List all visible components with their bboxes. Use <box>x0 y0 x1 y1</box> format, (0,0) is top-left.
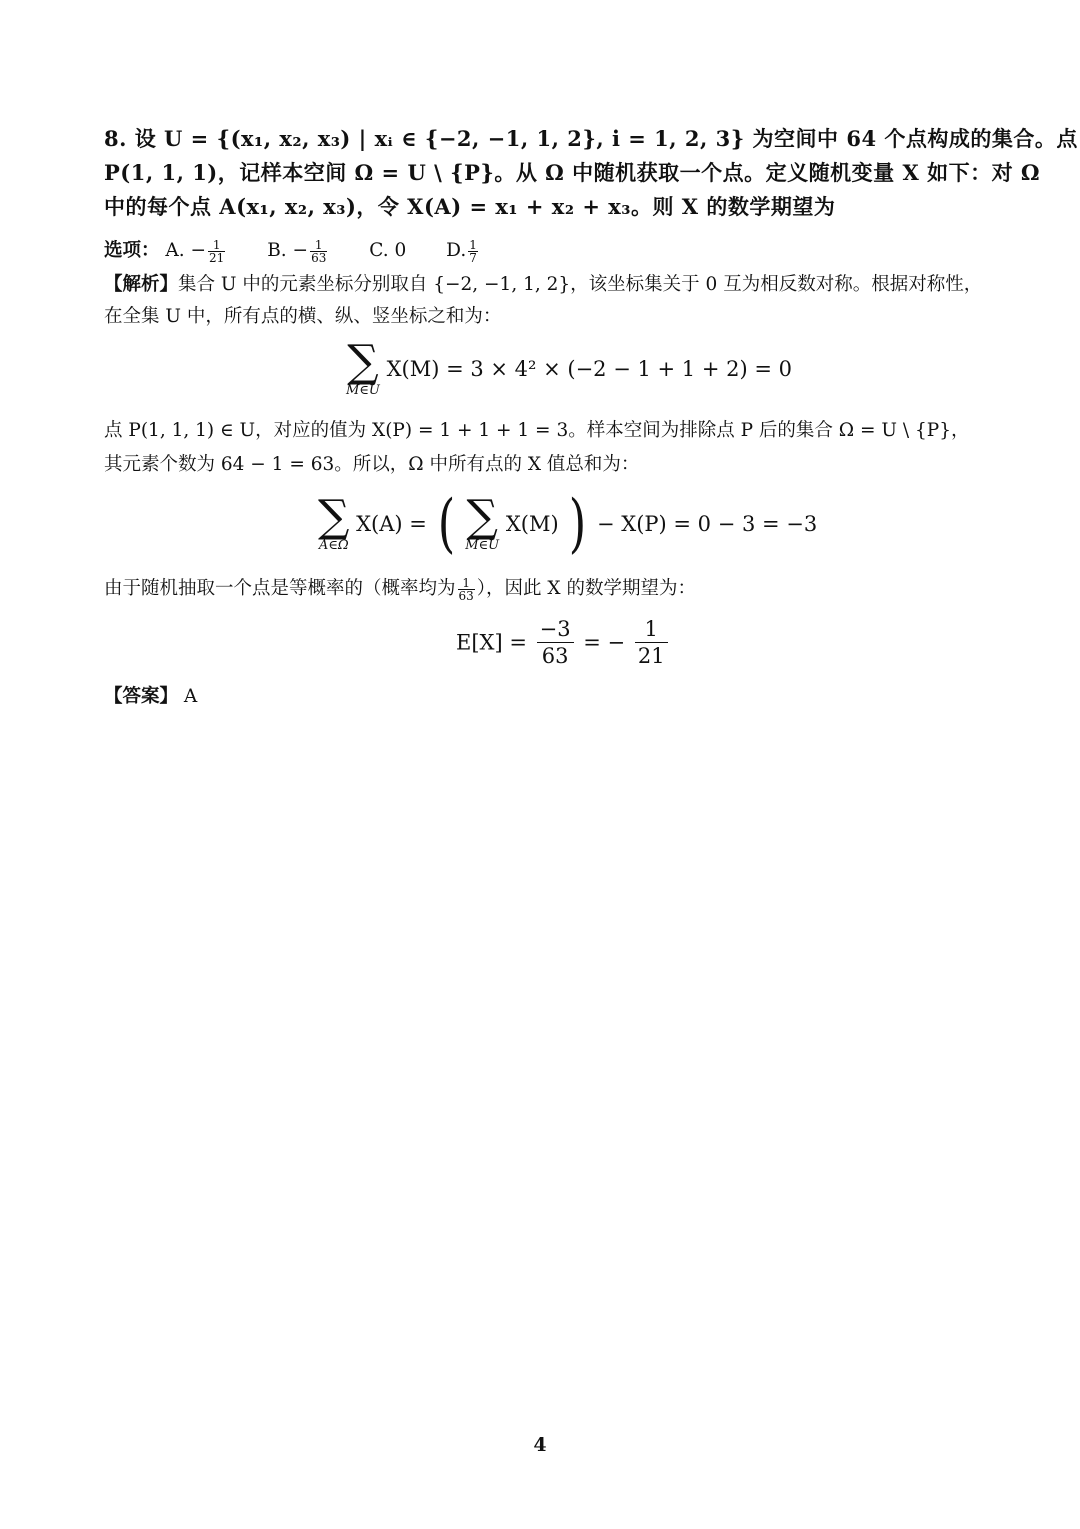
option-d-fraction <box>468 239 478 264</box>
left-paren: ( <box>437 487 455 561</box>
answer-line <box>104 682 984 712</box>
option-a-num: 1 <box>208 239 225 252</box>
option-d-prefix: D. <box>446 240 467 261</box>
analysis-line-5 <box>104 574 984 604</box>
option-a <box>165 236 227 266</box>
question-line-3: 中的每个点 A(x₁, x₂, x₃)，令 X(A) = x₁ + x₂ + x₃。则 X 的数学期望为 <box>104 194 836 219</box>
answer-value: A <box>183 686 198 707</box>
option-b-den: 63 <box>311 250 327 265</box>
question-line-1: 8. 设 U = {(x₁, x₂, x₃) | xᵢ ∈ {−2, −1, 1, 2}, i = 1, 2, 3} 为空间中 64 个点构成的集合。点 <box>104 126 1078 151</box>
formula-3-num-1: −3 <box>537 616 574 643</box>
formula-3-den-2: 21 <box>637 644 665 668</box>
option-b-num: 1 <box>310 239 327 252</box>
probability-fraction <box>458 577 475 602</box>
option-d <box>446 236 480 266</box>
right-paren: ) <box>569 487 587 561</box>
analysis-line-3: 点 P(1, 1, 1) ∈ U，对应的值为 X(P) = 1 + 1 + 1 = 3。样本空间为排除点 P 后的集合 Ω = U \ {P}， <box>104 420 970 441</box>
formula-2-right: − X(P) = 0 − 3 = −3 <box>597 512 818 536</box>
analysis-text-1: 集合 U 中的元素坐标分别取自 {−2, −1, 1, 2}，该坐标集关于 0 互为相反数对称。根据对称性， <box>178 274 983 295</box>
sum-symbol-3: ∑ M∈U <box>465 491 500 553</box>
option-d-num: 1 <box>469 237 477 252</box>
sum-subscript-1: M∈U <box>346 383 380 398</box>
formula-3-den-1: 63 <box>541 644 569 668</box>
formula-2-left: X(A) = <box>356 512 427 536</box>
formula-2 <box>318 487 818 561</box>
analysis-line-4: 其元素个数为 64 − 1 = 63。所以，Ω 中所有点的 X 值总和为： <box>104 454 640 475</box>
formula-3-fraction-2 <box>635 616 668 669</box>
formula-1 <box>346 336 792 398</box>
options-row <box>104 236 984 266</box>
option-a-fraction <box>208 239 225 264</box>
page-number: 4 <box>533 1434 547 1456</box>
sum-symbol-2: ∑ A∈Ω <box>318 491 350 553</box>
formula-3-left: E[X] = <box>456 630 527 655</box>
formula-3-num-2: 1 <box>635 616 668 643</box>
options-label: 选项： <box>104 240 160 261</box>
sum-subscript-2: A∈Ω <box>318 538 349 553</box>
option-b-fraction <box>310 239 327 264</box>
answer-tag: 【答案】 <box>104 686 179 707</box>
analysis-tag: 【解析】 <box>104 274 179 295</box>
probability-den: 63 <box>458 588 474 603</box>
probability-num: 1 <box>458 577 475 590</box>
formula-3 <box>456 616 671 669</box>
option-c: C. 0 <box>369 240 407 261</box>
question-line-2: P(1, 1, 1)，记样本空间 Ω = U \ {P}。从 Ω 中随机获取一个点。定义随机变量 X 如下：对 Ω <box>104 160 1041 185</box>
analysis-line-5-pre: 由于随机抽取一个点是等概率的（概率均为 <box>104 578 456 599</box>
sum-symbol-1: ∑ M∈U <box>346 336 380 398</box>
option-b-prefix: B. − <box>267 240 309 261</box>
option-b <box>267 236 329 266</box>
option-a-den: 21 <box>209 250 225 265</box>
formula-3-fraction-1 <box>537 616 574 669</box>
formula-1-body: X(M) = 3 × 4² × (−2 − 1 + 1 + 2) = 0 <box>386 357 792 381</box>
option-d-den: 7 <box>469 250 477 265</box>
sum-subscript-3: M∈U <box>465 538 500 553</box>
formula-3-mid: = − <box>583 630 626 655</box>
analysis-line-2: 在全集 U 中，所有点的横、纵、竖坐标之和为： <box>104 306 502 327</box>
analysis-line-1 <box>104 270 984 300</box>
formula-2-inner: X(M) <box>505 512 559 536</box>
option-a-prefix: A. − <box>165 240 207 261</box>
analysis-line-5-post: ），因此 X 的数学期望为： <box>476 578 696 599</box>
